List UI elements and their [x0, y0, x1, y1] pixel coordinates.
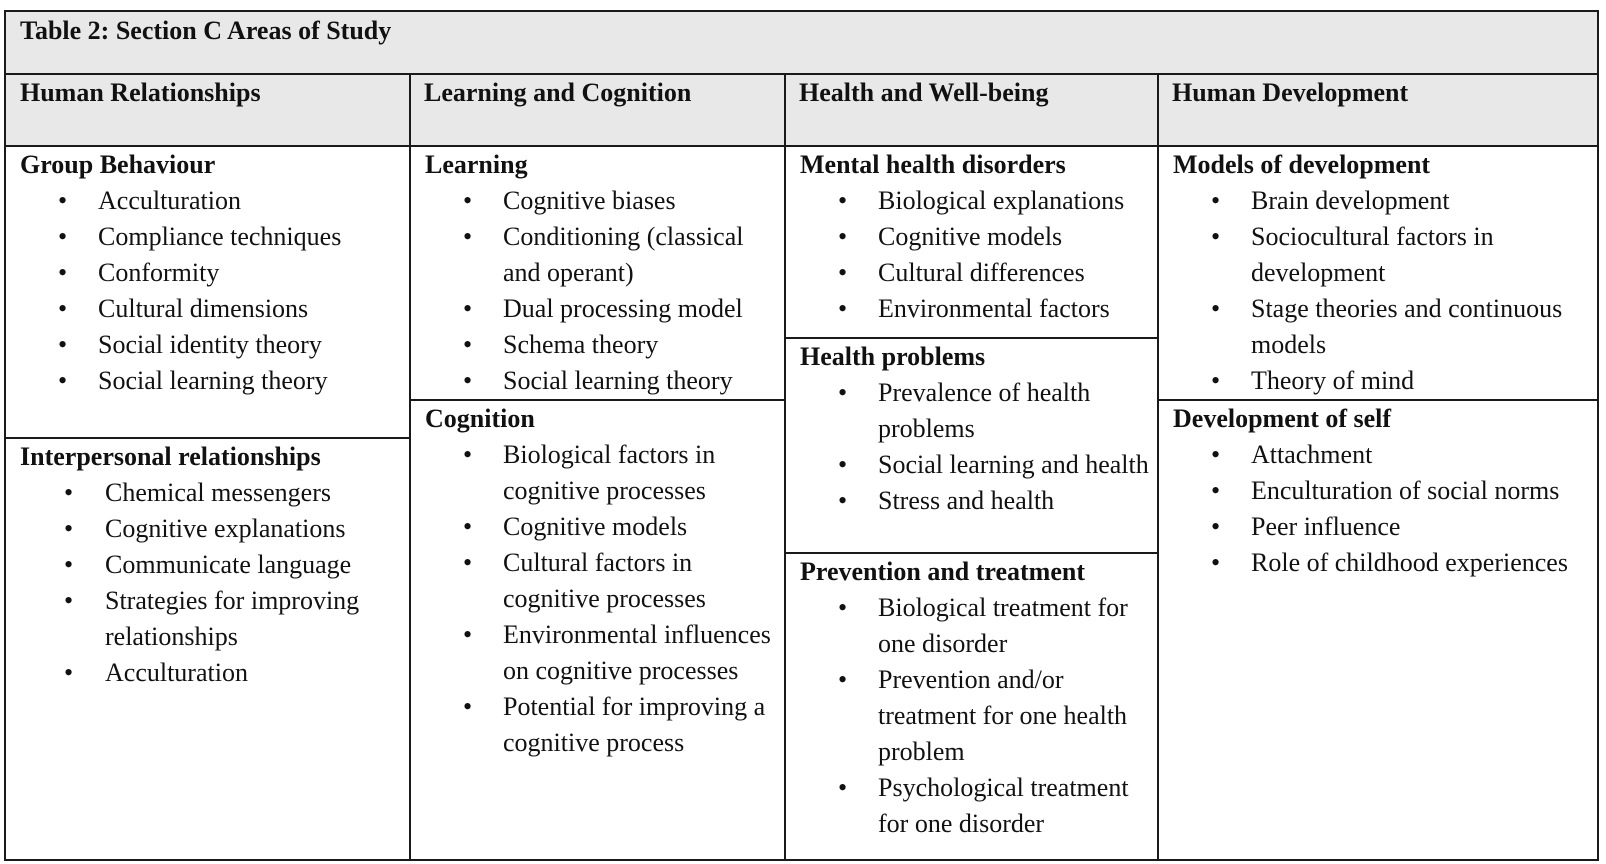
- section-learning: [411, 147, 784, 399]
- list-item: • Social learning theory: [6, 363, 409, 399]
- list-item: • Strategies for improving relationships: [6, 583, 409, 655]
- column-human-relationships: [6, 147, 409, 859]
- list-item: • Environmental influences on cognitive processes: [411, 617, 784, 689]
- list-item: • Acculturation: [6, 655, 409, 691]
- list-item: • Biological treatment for one disorder: [786, 590, 1157, 662]
- list-item: • Cognitive models: [411, 509, 784, 545]
- section-models-of-development: [1159, 147, 1597, 399]
- areas-of-study-table: [4, 10, 1599, 861]
- list-item: • Stage theories and continuous models: [1159, 291, 1597, 363]
- section-title: Interpersonal relationships: [20, 442, 321, 471]
- section-mental-health-disorders: [786, 147, 1157, 337]
- list-item: • Conditioning (classical and operant): [411, 219, 784, 291]
- column-header-health-wellbeing: Health and Well-being: [799, 78, 1049, 107]
- list-item: • Cultural differences: [786, 255, 1157, 291]
- list-item: • Cultural factors in cognitive processes: [411, 545, 784, 617]
- list-item: • Compliance techniques: [6, 219, 409, 255]
- list-item: • Environmental factors: [786, 291, 1157, 327]
- list-item: • Potential for improving a cognitive process: [411, 689, 784, 761]
- list-item: • Theory of mind: [1159, 363, 1597, 399]
- section-interpersonal-relationships: [6, 437, 409, 859]
- list-item: • Conformity: [6, 255, 409, 291]
- list-item: • Communicate language: [6, 547, 409, 583]
- column-human-development: [1159, 147, 1597, 859]
- list-item: • Psychological treatment for one disorder: [786, 770, 1157, 842]
- list-item: • Brain development: [1159, 183, 1597, 219]
- list-item: • Schema theory: [411, 327, 784, 363]
- section-title: Prevention and treatment: [800, 557, 1085, 586]
- list-item: • Dual processing model: [411, 291, 784, 327]
- column-header-learning-cognition: Learning and Cognition: [424, 78, 692, 107]
- list-item: • Cultural dimensions: [6, 291, 409, 327]
- section-health-problems: [786, 337, 1157, 552]
- list-item: • Biological factors in cognitive processes: [411, 437, 784, 509]
- list-item: • Biological explanations: [786, 183, 1157, 219]
- section-title: Development of self: [1173, 404, 1392, 433]
- column-header-human-development: Human Development: [1172, 78, 1409, 107]
- list-item: • Peer influence: [1159, 509, 1597, 545]
- section-development-of-self: [1159, 399, 1597, 859]
- column-header-human-relationships: Human Relationships: [20, 78, 261, 107]
- section-group-behaviour: [6, 147, 409, 437]
- list-item: • Cognitive biases: [411, 183, 784, 219]
- list-item: • Social learning theory: [411, 363, 784, 399]
- list-item: • Stress and health: [786, 483, 1157, 519]
- list-item: • Cognitive models: [786, 219, 1157, 255]
- column-health-wellbeing: [786, 147, 1157, 859]
- list-item: • Social learning and health: [786, 447, 1157, 483]
- list-item: • Acculturation: [6, 183, 409, 219]
- section-title: Group Behaviour: [20, 150, 216, 179]
- list-item: • Attachment: [1159, 437, 1597, 473]
- section-title: Cognition: [425, 404, 535, 433]
- list-item: • Chemical messengers: [6, 475, 409, 511]
- section-title: Learning: [425, 150, 528, 179]
- table-title-row: [6, 12, 1597, 75]
- column-header-row: [6, 75, 1597, 147]
- list-item: • Social identity theory: [6, 327, 409, 363]
- list-item: • Sociocultural factors in development: [1159, 219, 1597, 291]
- list-item: • Prevention and/or treatment for one health problem: [786, 662, 1157, 770]
- list-item: • Prevalence of health problems: [786, 375, 1157, 447]
- section-title: Models of development: [1173, 150, 1431, 179]
- column-learning-cognition: [411, 147, 784, 859]
- section-cognition: [411, 399, 784, 859]
- table-title: Table 2: Section C Areas of Study: [20, 16, 392, 45]
- section-prevention-treatment: [786, 552, 1157, 859]
- section-title: Mental health disorders: [800, 150, 1066, 179]
- list-item: • Role of childhood experiences: [1159, 545, 1597, 581]
- list-item: • Enculturation of social norms: [1159, 473, 1597, 509]
- section-title: Health problems: [800, 342, 986, 371]
- list-item: • Cognitive explanations: [6, 511, 409, 547]
